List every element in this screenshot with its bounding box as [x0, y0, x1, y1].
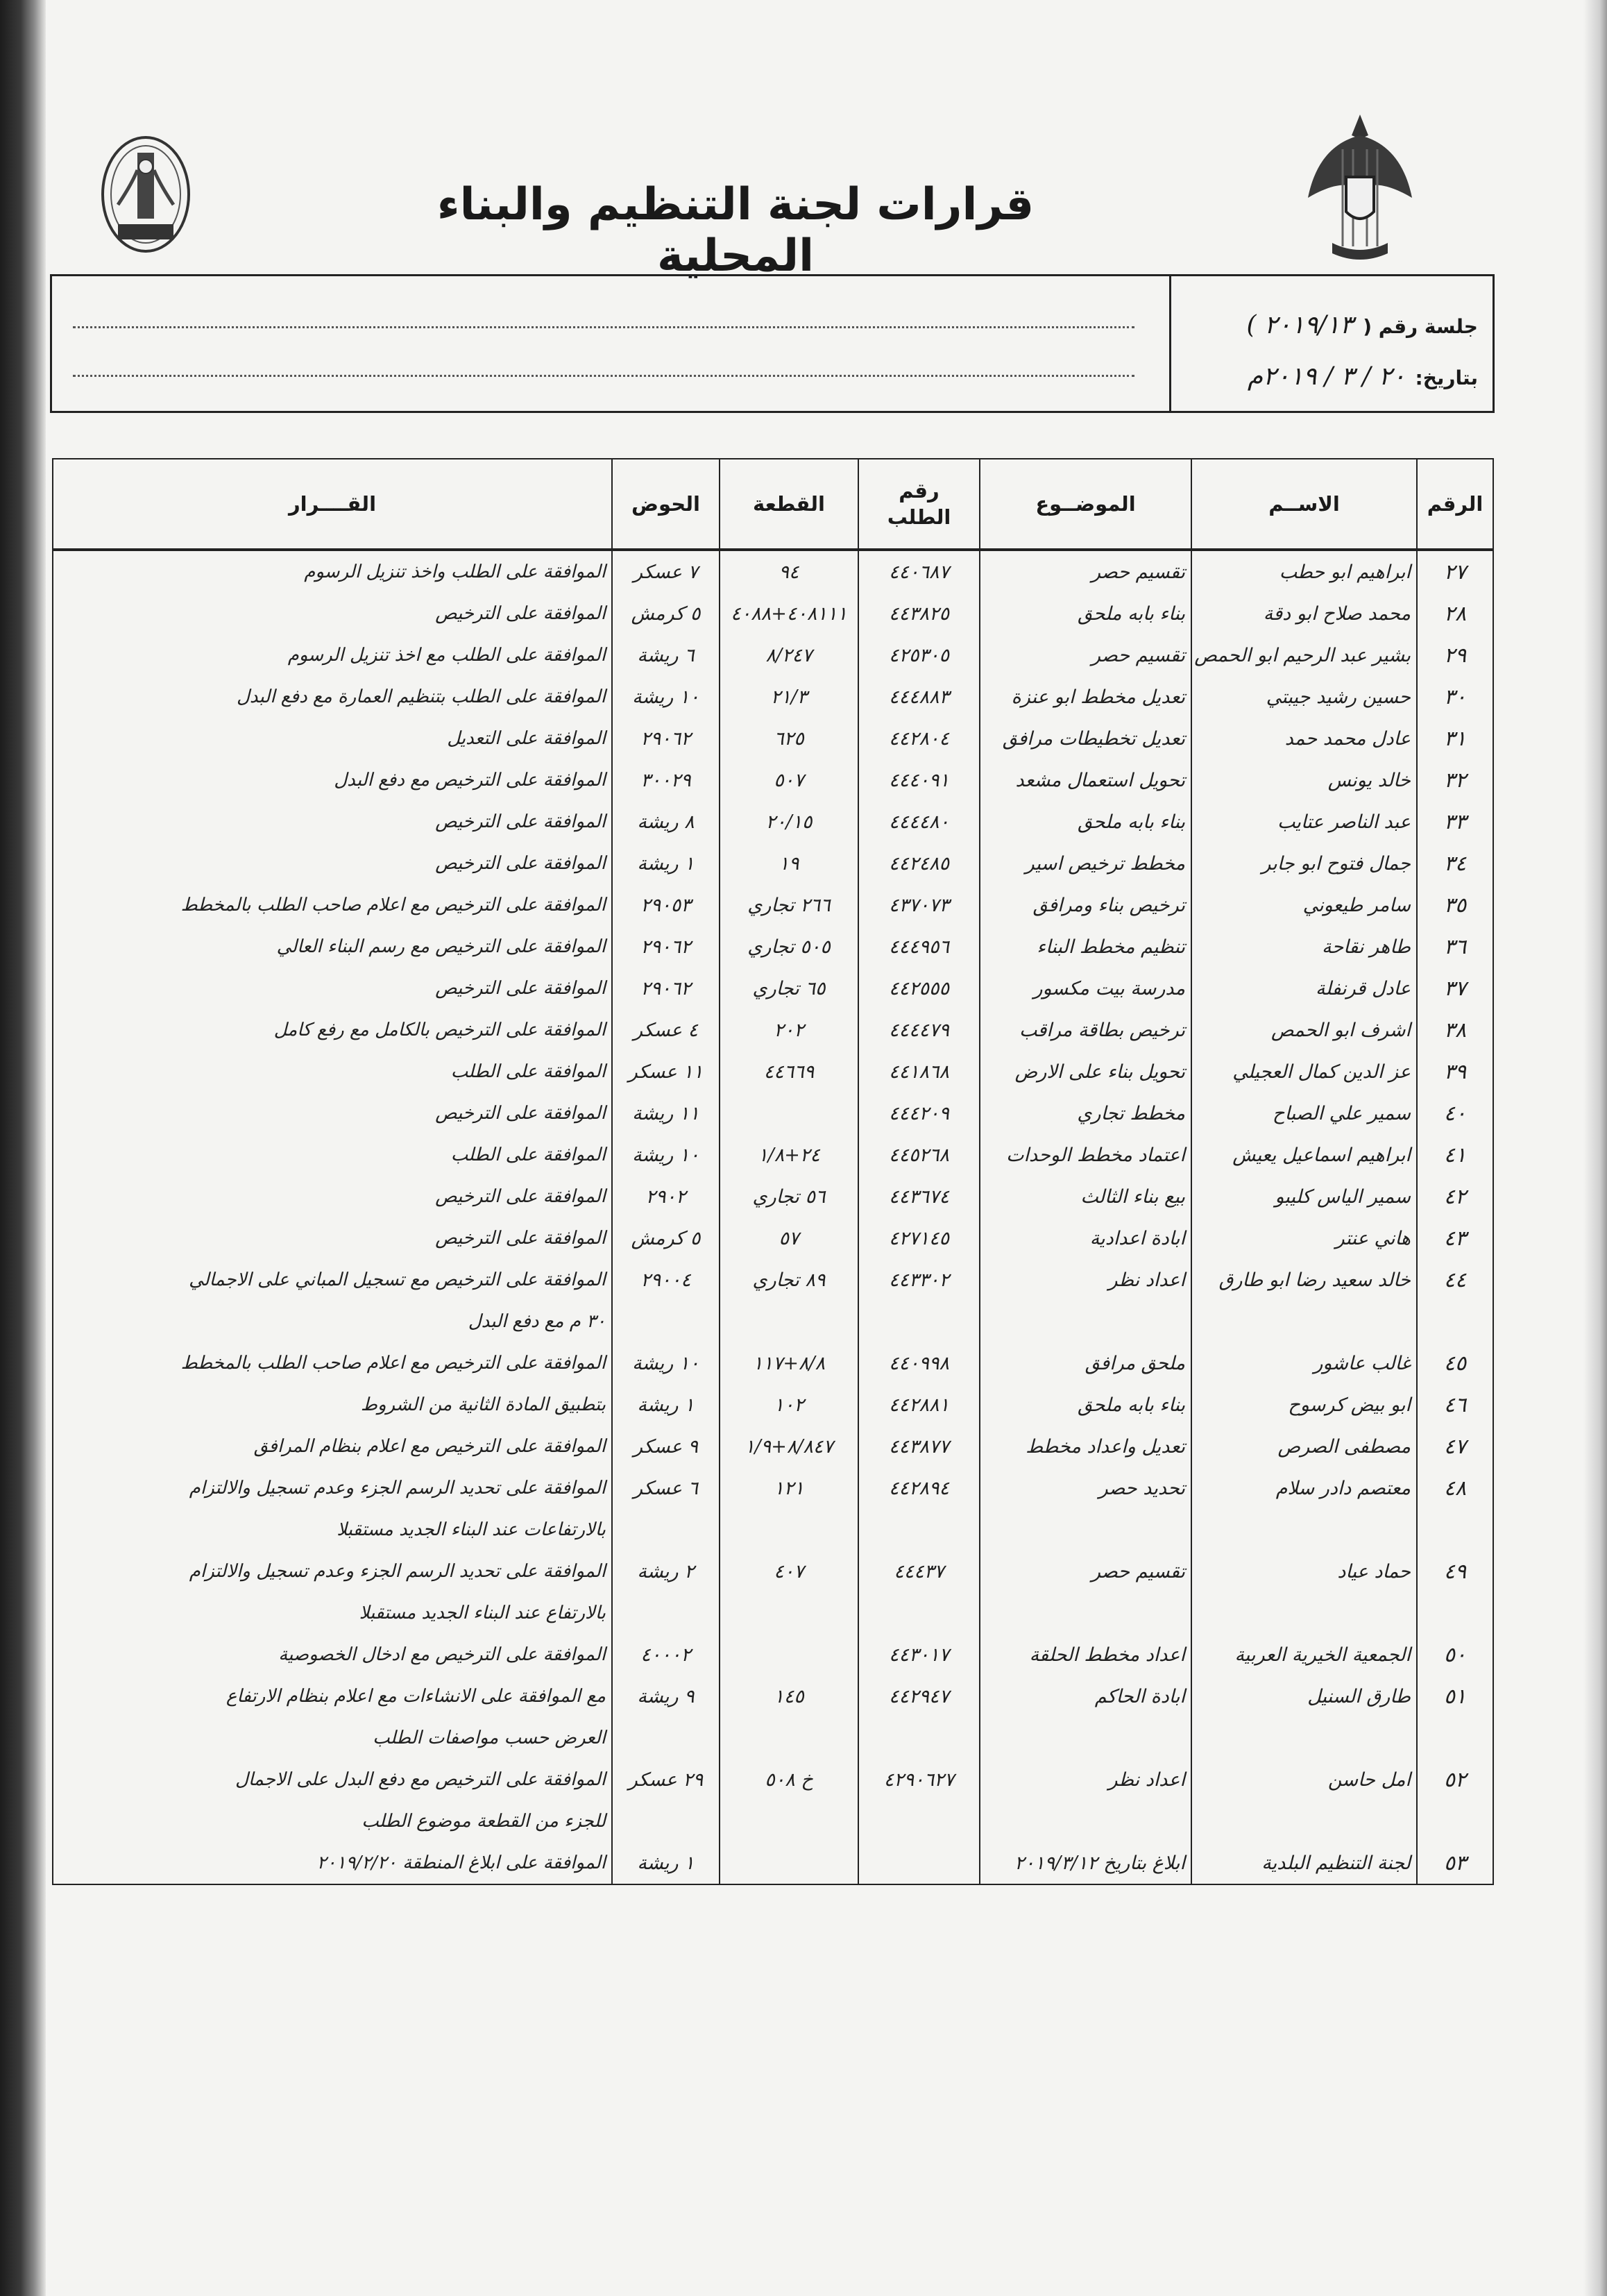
cell-num: ٣٧	[1417, 968, 1493, 1009]
table-row	[53, 843, 1493, 884]
document-title: قرارات لجنة التنظيم والبناء المحلية	[436, 179, 1035, 282]
cell-num: ٣١	[1417, 718, 1493, 759]
cell-name	[1191, 1717, 1417, 1759]
table-row	[53, 550, 1493, 593]
cell-request: ٤٤٤٩٥٦	[858, 926, 980, 968]
cell-request: ٤٤٢٨٩٤	[858, 1467, 980, 1509]
cell-decision: الموافقة على الترخيص	[53, 801, 612, 843]
cell-num	[1417, 1800, 1493, 1842]
cell-num: ٥١	[1417, 1675, 1493, 1717]
table-row	[53, 1759, 1493, 1800]
cell-request: ٤٤٥٢٦٨	[858, 1134, 980, 1176]
cell-decision: بالارتفاعات عند البناء الجديد مستقبلا	[53, 1509, 612, 1551]
table-row	[53, 1800, 1493, 1842]
cell-basin: ٤٠٠٠٢	[612, 1634, 720, 1675]
cell-request	[858, 1717, 980, 1759]
cell-num: ٤٤	[1417, 1259, 1493, 1301]
cell-decision: الموافقة على التعديل	[53, 718, 612, 759]
cell-name: بشير عبد الرحيم ابو الحمص	[1191, 634, 1417, 676]
cell-name: ابراهيم ابو حطب	[1191, 550, 1417, 593]
table-row	[53, 1176, 1493, 1217]
cell-request: ٤٤٠٦٨٧	[858, 550, 980, 593]
cell-num: ٣٦	[1417, 926, 1493, 968]
cell-request: ٤٤٠٩٩٨	[858, 1342, 980, 1384]
cell-parcel: خ ٥٠٨	[720, 1759, 858, 1800]
cell-parcel: ١٠٢	[720, 1384, 858, 1426]
cell-decision: الموافقة على الترخيص	[53, 843, 612, 884]
scan-shadow-left	[0, 0, 46, 2296]
table-row	[53, 593, 1493, 634]
cell-parcel: ٤٠٧	[720, 1551, 858, 1592]
cell-name: طارق السنيل	[1191, 1675, 1417, 1717]
header-parcel: القطعة	[720, 459, 858, 550]
cell-decision: الموافقة على الطلب واخذ تنزيل الرسوم	[53, 550, 612, 593]
cell-basin: ٥ كرمش	[612, 593, 720, 634]
cell-decision: الموافقة على الترخيص مع دفع البدل على الاجمال	[53, 1759, 612, 1800]
cell-parcel: ٢٦٦ تجاري	[720, 884, 858, 926]
cell-decision: مع الموافقة على الانشاءات مع اعلام بنظام الارتفاع	[53, 1675, 612, 1717]
cell-num	[1417, 1717, 1493, 1759]
cell-parcel	[720, 1717, 858, 1759]
cell-request	[858, 1301, 980, 1342]
cell-decision: الموافقة على تحديد الرسم الجزء وعدم تسجيل والالتزام	[53, 1551, 612, 1592]
cell-parcel: ٢٠/١٥	[720, 801, 858, 843]
cell-num: ٤٩	[1417, 1551, 1493, 1592]
cell-subject: بناء بابه ملحق	[980, 1384, 1191, 1426]
cell-request: ٤٤٤٢٠٩	[858, 1092, 980, 1134]
table-row	[53, 1592, 1493, 1634]
table-row	[53, 1509, 1493, 1551]
cell-name: امل حاسن	[1191, 1759, 1417, 1800]
cell-name: جمال فتوح ابو جابر	[1191, 843, 1417, 884]
table-row	[53, 1717, 1493, 1759]
cell-num: ٤٧	[1417, 1426, 1493, 1467]
cell-parcel: ٥٠٥ تجاري	[720, 926, 858, 968]
cell-request: ٤٤٢٨٨١	[858, 1384, 980, 1426]
cell-decision: الموافقة على الترخيص مع رسم البناء العالي	[53, 926, 612, 968]
cell-name: طاهر نقاحة	[1191, 926, 1417, 968]
cell-name: حسين رشيد جيبتي	[1191, 676, 1417, 718]
cell-subject: تحويل استعمال مشعد	[980, 759, 1191, 801]
table-row	[53, 801, 1493, 843]
cell-num: ٢٧	[1417, 550, 1493, 593]
cell-basin: ٦ ريشة	[612, 634, 720, 676]
cell-basin: ١٠ ريشة	[612, 1342, 720, 1384]
session-label: جلسة رقم (	[1363, 315, 1478, 338]
cell-decision: الموافقة على الترخيص	[53, 593, 612, 634]
cell-subject: تقسيم حصر	[980, 1551, 1191, 1592]
cell-request: ٤٢٥٣٠٥	[858, 634, 980, 676]
cell-basin: ٢٩٠٦٢	[612, 926, 720, 968]
cell-basin	[612, 1717, 720, 1759]
cell-request	[858, 1509, 980, 1551]
cell-parcel: ٦٥ تجاري	[720, 968, 858, 1009]
cell-request: ٤٤٢٤٨٥	[858, 843, 980, 884]
cell-name	[1191, 1592, 1417, 1634]
cell-request	[858, 1800, 980, 1842]
cell-name: ابراهيم اسماعيل يعيش	[1191, 1134, 1417, 1176]
table-row	[53, 1134, 1493, 1176]
cell-decision: الموافقة على الترخيص بالكامل مع رفع كامل	[53, 1009, 612, 1051]
date-label: بتاريخ:	[1415, 366, 1478, 389]
cell-decision: الموافقة على الطلب	[53, 1051, 612, 1092]
cell-request: ٤٣٧٠٧٣	[858, 884, 980, 926]
cell-name: خالد يونس	[1191, 759, 1417, 801]
cell-decision: بالارتفاع عند البناء الجديد مستقبلا	[53, 1592, 612, 1634]
cell-num: ٢٩	[1417, 634, 1493, 676]
cell-subject: ترخيص بطاقة مراقب	[980, 1009, 1191, 1051]
table-row	[53, 884, 1493, 926]
cell-parcel: ١٩	[720, 843, 858, 884]
cell-basin: ٢٩٠٦٢	[612, 718, 720, 759]
table-row	[53, 1301, 1493, 1342]
cell-decision: بتطبيق المادة الثانية من الشروط	[53, 1384, 612, 1426]
cell-name: سمير علي الصباح	[1191, 1092, 1417, 1134]
cell-subject: مخطط ترخيص اسير	[980, 843, 1191, 884]
cell-parcel: ٥٦ تجاري	[720, 1176, 858, 1217]
cell-name: اشرف ابو الحمص	[1191, 1009, 1417, 1051]
cell-basin: ١ ريشة	[612, 843, 720, 884]
cell-parcel: ٥٠٧	[720, 759, 858, 801]
session-date-line	[1180, 362, 1478, 391]
cell-request: ٤٤٤٤٧٩	[858, 1009, 980, 1051]
cell-name	[1191, 1301, 1417, 1342]
cell-basin: ٣٠٠٢٩	[612, 759, 720, 801]
cell-name: عادل قرنفلة	[1191, 968, 1417, 1009]
table-row	[53, 1634, 1493, 1675]
table-row	[53, 759, 1493, 801]
cell-basin: ٢٩٠٥٣	[612, 884, 720, 926]
cell-basin: ٧ عسكر	[612, 550, 720, 593]
cell-num	[1417, 1509, 1493, 1551]
cell-name: سمير الياس كليبو	[1191, 1176, 1417, 1217]
cell-parcel: ٨/٨٤٧+١/٩	[720, 1426, 858, 1467]
table-row	[53, 1259, 1493, 1301]
cell-subject: اعداد نظر	[980, 1259, 1191, 1301]
cell-parcel: ٨/٢٤٧	[720, 634, 858, 676]
cell-name: ابو بيض كرسوح	[1191, 1384, 1417, 1426]
table-row	[53, 1426, 1493, 1467]
cell-num: ٣٥	[1417, 884, 1493, 926]
cell-request	[858, 1592, 980, 1634]
cell-request: ٤٤٣٨٧٧	[858, 1426, 980, 1467]
cell-name	[1191, 1509, 1417, 1551]
cell-basin: ٢٩٠٠٤	[612, 1259, 720, 1301]
cell-request: ٤٤٢٥٥٥	[858, 968, 980, 1009]
cell-num: ٥٣	[1417, 1842, 1493, 1884]
cell-decision: الموافقة على الترخيص	[53, 968, 612, 1009]
cell-subject: اعداد مخطط الحلقة	[980, 1634, 1191, 1675]
cell-num: ٣٨	[1417, 1009, 1493, 1051]
cell-subject: مخطط تجاري	[980, 1092, 1191, 1134]
cell-subject: بناء بابه ملحق	[980, 801, 1191, 843]
table-row	[53, 676, 1493, 718]
table-row	[53, 1467, 1493, 1509]
cell-name: عز الدين كمال العجيلي	[1191, 1051, 1417, 1092]
cell-parcel	[720, 1592, 858, 1634]
cell-parcel	[720, 1800, 858, 1842]
cell-name: معتصم دادر سلام	[1191, 1467, 1417, 1509]
header-subject: الموضــوع	[980, 459, 1191, 550]
cell-subject	[980, 1301, 1191, 1342]
cell-subject: تقسيم حصر	[980, 550, 1191, 593]
cell-parcel: ٨٩ تجاري	[720, 1259, 858, 1301]
cell-parcel: ٢٠٢	[720, 1009, 858, 1051]
cell-subject: تحويل بناء على الارض	[980, 1051, 1191, 1092]
cell-name: خالد سعيد رضا ابو طارق	[1191, 1259, 1417, 1301]
cell-name: هاني عنتر	[1191, 1217, 1417, 1259]
decisions-table	[52, 458, 1494, 1885]
cell-basin: ١ ريشة	[612, 1384, 720, 1426]
cell-num: ٣٠	[1417, 676, 1493, 718]
cell-request: ٤٤٤٠٩١	[858, 759, 980, 801]
cell-name: حماد عياد	[1191, 1551, 1417, 1592]
header-decision: القــــرار	[53, 459, 612, 550]
cell-basin: ٤ عسكر	[612, 1009, 720, 1051]
table-row	[53, 1842, 1493, 1884]
dotted-line-1	[73, 326, 1134, 328]
cell-basin: ١٠ ريشة	[612, 676, 720, 718]
table-row	[53, 718, 1493, 759]
header-num: الرقم	[1417, 459, 1493, 550]
cell-subject: اعتماد مخطط الوحدات	[980, 1134, 1191, 1176]
cell-parcel: ٦٢٥	[720, 718, 858, 759]
cell-basin	[612, 1301, 720, 1342]
cell-subject: ابادة الحاكم	[980, 1675, 1191, 1717]
cell-basin: ٦ عسكر	[612, 1467, 720, 1509]
cell-num: ٤١	[1417, 1134, 1493, 1176]
cell-parcel	[720, 1634, 858, 1675]
cell-parcel	[720, 1509, 858, 1551]
cell-subject: بناء بابه ملحق	[980, 593, 1191, 634]
cell-basin: ١١ عسكر	[612, 1051, 720, 1092]
table-row	[53, 968, 1493, 1009]
cell-name: عادل محمد حمد	[1191, 718, 1417, 759]
cell-decision: الموافقة على الترخيص مع تسجيل المباني على الاجمالي	[53, 1259, 612, 1301]
table-row	[53, 1342, 1493, 1384]
cell-subject: بيع بناء الثالث	[980, 1176, 1191, 1217]
cell-subject: تنظيم مخطط البناء	[980, 926, 1191, 968]
cell-decision: الموافقة على الترخيص	[53, 1092, 612, 1134]
cell-num: ٤٦	[1417, 1384, 1493, 1426]
session-box-divider	[1169, 274, 1171, 413]
cell-num	[1417, 1301, 1493, 1342]
cell-basin	[612, 1509, 720, 1551]
cell-parcel	[720, 1092, 858, 1134]
cell-name: غالب عاشور	[1191, 1342, 1417, 1384]
cell-num: ٤٥	[1417, 1342, 1493, 1384]
cell-request: ٤٤٢٩٤٧	[858, 1675, 980, 1717]
cell-basin: ٢ ريشة	[612, 1551, 720, 1592]
cell-subject: ملحق مرافق	[980, 1342, 1191, 1384]
cell-subject	[980, 1717, 1191, 1759]
cell-decision: الموافقة على الترخيص مع اعلام صاحب الطلب بالمخطط	[53, 884, 612, 926]
cell-request: ٤٤٤٣٧	[858, 1551, 980, 1592]
session-box	[50, 274, 1495, 413]
cell-subject: ابادة اعدادية	[980, 1217, 1191, 1259]
cell-num: ٣٣	[1417, 801, 1493, 843]
cell-request: ٤٤٣٨٢٥	[858, 593, 980, 634]
cell-subject: ابلاغ بتاريخ ٢٠١٩/٣/١٢	[980, 1842, 1191, 1884]
cell-request: ٤٤٢٨٠٤	[858, 718, 980, 759]
cell-subject: مدرسة بيت مكسور	[980, 968, 1191, 1009]
cell-subject: تعديل مخطط ابو عنزة	[980, 676, 1191, 718]
cell-num: ٤٢	[1417, 1176, 1493, 1217]
cell-request: ٤٤٣٣٠٢	[858, 1259, 980, 1301]
cell-subject: تقسيم حصر	[980, 634, 1191, 676]
cell-subject: تحديد حصر	[980, 1467, 1191, 1509]
header-name: الاســم	[1191, 459, 1417, 550]
table-row	[53, 634, 1493, 676]
cell-num: ٣٩	[1417, 1051, 1493, 1092]
eagle-emblem-icon	[1304, 108, 1415, 264]
cell-name: لجنة التنظيم البلدية	[1191, 1842, 1417, 1884]
cell-request: ٤٤٤٤٨٠	[858, 801, 980, 843]
cell-basin	[612, 1800, 720, 1842]
table-row	[53, 1551, 1493, 1592]
table-row	[53, 1009, 1493, 1051]
cell-decision: الموافقة على الطلب	[53, 1134, 612, 1176]
session-number-line	[1180, 311, 1478, 339]
header-request: رقم الطلب	[858, 459, 980, 550]
cell-num: ٤٣	[1417, 1217, 1493, 1259]
cell-subject: تعديل تخطيطات مرافق	[980, 718, 1191, 759]
cell-parcel	[720, 1301, 858, 1342]
cell-subject: تعديل واعداد مخطط	[980, 1426, 1191, 1467]
cell-basin: ٩ عسكر	[612, 1426, 720, 1467]
cell-parcel	[720, 1842, 858, 1884]
cell-decision: الموافقة على الترخيص مع اعلام بنظام المرافق	[53, 1426, 612, 1467]
cell-parcel: ٤٤٦٦٩	[720, 1051, 858, 1092]
cell-name	[1191, 1800, 1417, 1842]
cell-decision: الموافقة على الترخيص	[53, 1217, 612, 1259]
cell-request: ٤٤٣٠١٧	[858, 1634, 980, 1675]
cell-request	[858, 1842, 980, 1884]
cell-name: الجمعية الخيرية العربية	[1191, 1634, 1417, 1675]
cell-request: ٤٢٧١٤٥	[858, 1217, 980, 1259]
cell-request: ٤٤٤٨٨٣	[858, 676, 980, 718]
cell-basin: ٢٩٠٢	[612, 1176, 720, 1217]
cell-parcel: ١٢١	[720, 1467, 858, 1509]
table-row	[53, 1384, 1493, 1426]
cell-basin: ٨ ريشة	[612, 801, 720, 843]
session-number: ٢٠١٩/١٣ )	[1246, 311, 1354, 339]
cell-decision: الموافقة على ابلاغ المنطقة ٢٠١٩/٢/٢٠	[53, 1842, 612, 1884]
cell-decision: العرض حسب مواصفات الطلب	[53, 1717, 612, 1759]
cell-subject: ترخيص بناء ومرافق	[980, 884, 1191, 926]
cell-basin: ٢٩ عسكر	[612, 1759, 720, 1800]
cell-decision: الموافقة على الترخيص مع ادخال الخصوصية	[53, 1634, 612, 1675]
cell-num: ٥٠	[1417, 1634, 1493, 1675]
cell-name: عبد الناصر عتايب	[1191, 801, 1417, 843]
table-row	[53, 1092, 1493, 1134]
cell-basin: ١ ريشة	[612, 1842, 720, 1884]
cell-num	[1417, 1592, 1493, 1634]
cell-decision: الموافقة على الترخيص	[53, 1176, 612, 1217]
cell-parcel: ٨/٨+١١٧	[720, 1342, 858, 1384]
cell-basin: ٩ ريشة	[612, 1675, 720, 1717]
table-row	[53, 1217, 1493, 1259]
cell-decision: الموافقة على الترخيص مع دفع البدل	[53, 759, 612, 801]
municipality-emblem-icon	[97, 128, 194, 257]
cell-basin: ٢٩٠٦٢	[612, 968, 720, 1009]
cell-num: ٢٨	[1417, 593, 1493, 634]
scan-edge-right	[1583, 0, 1607, 2296]
cell-subject	[980, 1592, 1191, 1634]
cell-decision: ٣٠ م مع دفع البدل	[53, 1301, 612, 1342]
cell-request: ٤٢٩٠٦٢٧	[858, 1759, 980, 1800]
cell-num: ٥٢	[1417, 1759, 1493, 1800]
cell-name: سامر طيعوني	[1191, 884, 1417, 926]
cell-num: ٤٠	[1417, 1092, 1493, 1134]
cell-parcel: ٤٠٨١١١+٤٠٨٨	[720, 593, 858, 634]
cell-basin: ١١ ريشة	[612, 1092, 720, 1134]
cell-basin: ٥ كرمش	[612, 1217, 720, 1259]
cell-subject: اعداد نظر	[980, 1759, 1191, 1800]
cell-decision: الموافقة على الطلب بتنظيم العمارة مع دفع البدل	[53, 676, 612, 718]
cell-num: ٣٤	[1417, 843, 1493, 884]
cell-decision: الموافقة على تحديد الرسم الجزء وعدم تسجيل والالتزام	[53, 1467, 612, 1509]
cell-num: ٤٨	[1417, 1467, 1493, 1509]
cell-parcel: ١٤٥	[720, 1675, 858, 1717]
cell-basin	[612, 1592, 720, 1634]
cell-parcel: ٢٤+١/٨	[720, 1134, 858, 1176]
table-row	[53, 926, 1493, 968]
session-date: ٢٠ / ٣ / ٢٠١٩م	[1247, 362, 1406, 391]
cell-request: ٤٤١٨٦٨	[858, 1051, 980, 1092]
cell-num: ٣٢	[1417, 759, 1493, 801]
cell-name: مصطفى الصرص	[1191, 1426, 1417, 1467]
cell-parcel: ٩٤	[720, 550, 858, 593]
cell-decision: للجزء من القطعة موضوع الطلب	[53, 1800, 612, 1842]
cell-parcel: ٢١/٣	[720, 676, 858, 718]
table-row	[53, 1675, 1493, 1717]
header-basin: الحوض	[612, 459, 720, 550]
table-header-row	[53, 459, 1493, 550]
table-row	[53, 1051, 1493, 1092]
dotted-line-2	[73, 375, 1134, 377]
table-body	[53, 550, 1493, 1884]
cell-basin: ١٠ ريشة	[612, 1134, 720, 1176]
cell-subject	[980, 1800, 1191, 1842]
cell-parcel: ٥٧	[720, 1217, 858, 1259]
cell-decision: الموافقة على الطلب مع اخذ تنزيل الرسوم	[53, 634, 612, 676]
cell-request: ٤٤٣٦٧٤	[858, 1176, 980, 1217]
cell-name: محمد صلاح ابو دقة	[1191, 593, 1417, 634]
cell-decision: الموافقة على الترخيص مع اعلام صاحب الطلب بالمخطط	[53, 1342, 612, 1384]
cell-subject	[980, 1509, 1191, 1551]
